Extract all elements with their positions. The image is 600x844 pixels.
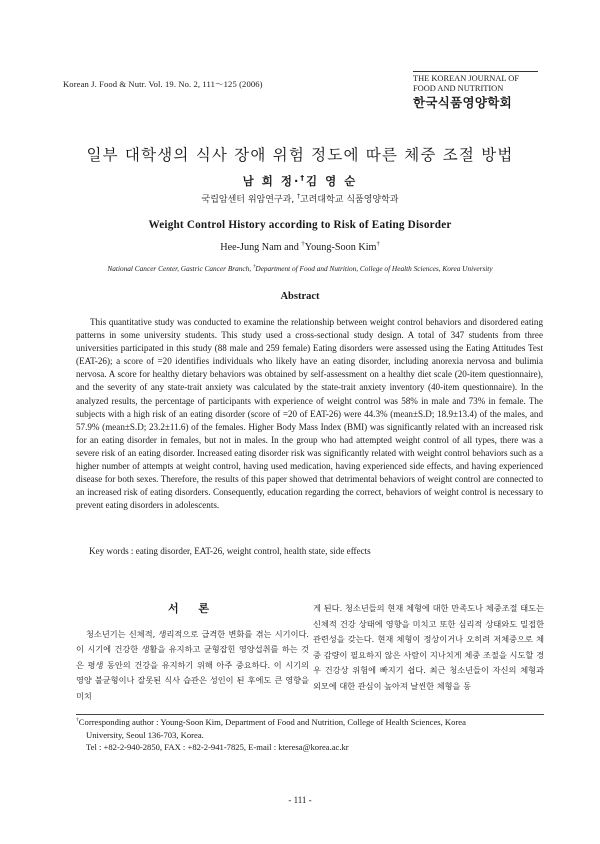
authors-korean (0, 173, 600, 189)
footnote-rule (76, 714, 544, 715)
intro-paragraph-left: 청소년기는 신체적, 생리적으로 급격한 변화를 겪는 시기이다. 이 시기에 건강한 생활을 유지하고 균형잡힌 영양섭취를 하는 것은 평생 동안의 건강을 유지하기 위해 아주 중요하다. 이 시기의 영양 불균형이나 잘못된 식사 습관은 성인이 된 후에도 큰 영향을 미치 (76, 628, 309, 701)
journal-name-en-line1: THE KOREAN JOURNAL OF (413, 74, 520, 83)
footnote-contact: Tel : +82-2-940-2850, FAX : +82-2-941-7825, E-mail : kteresa@korea.ac.kr (86, 742, 349, 753)
corresponding-mark-en: † (301, 240, 305, 248)
affiliation-mark: † (297, 194, 300, 200)
affiliation-2-en: Department of Food and Nutrition, College of Health Sciences, Korea University (255, 264, 493, 273)
author-1-en: Hee-Jung Nam and (220, 242, 302, 253)
corresponding-mark: † (300, 173, 307, 183)
footnote (76, 716, 544, 754)
body-column-right: 게 된다. 청소년들의 현재 체형에 대한 만족도나 체중조절 태도는 신체적 건강 상태에 영향을 미치고 또한 심리적 상태와도 밀접한 관련성을 갖는다. 현재 체형이 정상이거나 오히려 저체중으로 체중 감량이 필요하지 않은 사람이 지나치게 체중 조절을 시도할 경우 건강상 위험에 빠지기 쉽다. 최근 청소년들이 자신의 체형과 외모에 대한 관심이 높아져 날씬한 체형을 동 (313, 603, 544, 691)
authors-english (0, 242, 600, 253)
affiliation-1-en: National Cancer Center, Gastric Cancer Branch, (107, 264, 253, 273)
abstract-body: This quantitative study was conducted to examine the relationship between weight control behaviors and disordered eating patterns in some university students. This study used a cross-sectional study design. A total of 347 students from three universities participated in this study (88 male and 259 female) Eating disorders were assessed using the Eating Attitudes Test (EAT-26); a score of =20 identifies individuals who likely have an eating disorder, including anorexia nervosa and bulimia nervosa. A score for healthy dietary behaviors was obtained by self-assessment on a healthy diet scale (20-item questionnaire), and the severity of any state-trait anxiety was calculated by the state-trait anxiety inventory (40-item questionnaire). In the analyzed results, the percentage of participants with experience of weight control was 58% in male and 73% in female. The subjects with a high risk of an eating disorder (score of =20 of EAT-26) were 44.3% (mean±S.D; 18.9±13.4) of the males, and 57.9% (mean±S.D; 23.2±11.6) of the females. Higher Body Mass Index (BMI) was significantly related with an increased risk for an eating disorder in females, but not in males. In the group who had attempted weight control of all types, there was a severe risk of an eating disorder. Increased eating disorder risk was significantly related with weight control behaviors such as a higher number of attempts at weight control, having used medication, having experienced side effects, and having experienced disease for both sexes. Therefore, the results of this paper showed that detrimental behaviors of weight control are connected to an increased risk of eating disorders. Consequently, education regarding the correct, behaviors of weight control is necessary to prevent eating disorders in adolescents. (76, 317, 543, 511)
affiliations-korean (0, 192, 600, 205)
footnote-mark: † (76, 717, 79, 724)
affiliations-english (0, 264, 600, 273)
abstract-heading: Abstract (280, 291, 320, 302)
footnote-line-2: University, Seoul 136-703, Korea. (86, 729, 204, 740)
affiliation-mark-en: † (252, 264, 256, 270)
paper-title-korean: 일부 대학생의 식사 장애 위험 정도에 따른 체중 조절 방법 (86, 146, 514, 164)
journal-masthead (413, 71, 538, 111)
page-number: - 111 - (288, 795, 312, 805)
affiliation-2-kr: 고려대학교 식품영양학과 (299, 195, 399, 205)
section-heading-introduction: 서 론 (167, 602, 218, 615)
journal-citation: Korean J. Food & Nutr. Vol. 19. No. 2, 111～125 (2006) (63, 79, 263, 89)
masthead-rule (413, 71, 538, 72)
journal-name-en-line2: FOOD AND NUTRITION (413, 84, 504, 93)
paper-title-english: Weight Control History according to Risk of Eating Disorder (148, 219, 452, 231)
keywords: Key words : eating disorder, EAT-26, weight control, health state, side effects (89, 546, 371, 556)
affiliation-1-kr: 국립암센터 위암연구과, (201, 195, 295, 205)
author-2-kr: 김 영 순 (306, 174, 358, 188)
author-2-en: Young-Soon Kim (304, 242, 377, 253)
body-column-left (76, 601, 309, 704)
corresponding-mark-trail: † (376, 240, 380, 248)
footnote-line-1: †Corresponding author : Young-Soon Kim, Department of Food and Nutrition, College of Health Sciences, Korea (76, 717, 466, 727)
journal-name-kr: 한국식품영양학회 (413, 95, 513, 110)
author-separator: · (293, 174, 301, 188)
author-1-kr: 남 희 정 (242, 174, 294, 188)
